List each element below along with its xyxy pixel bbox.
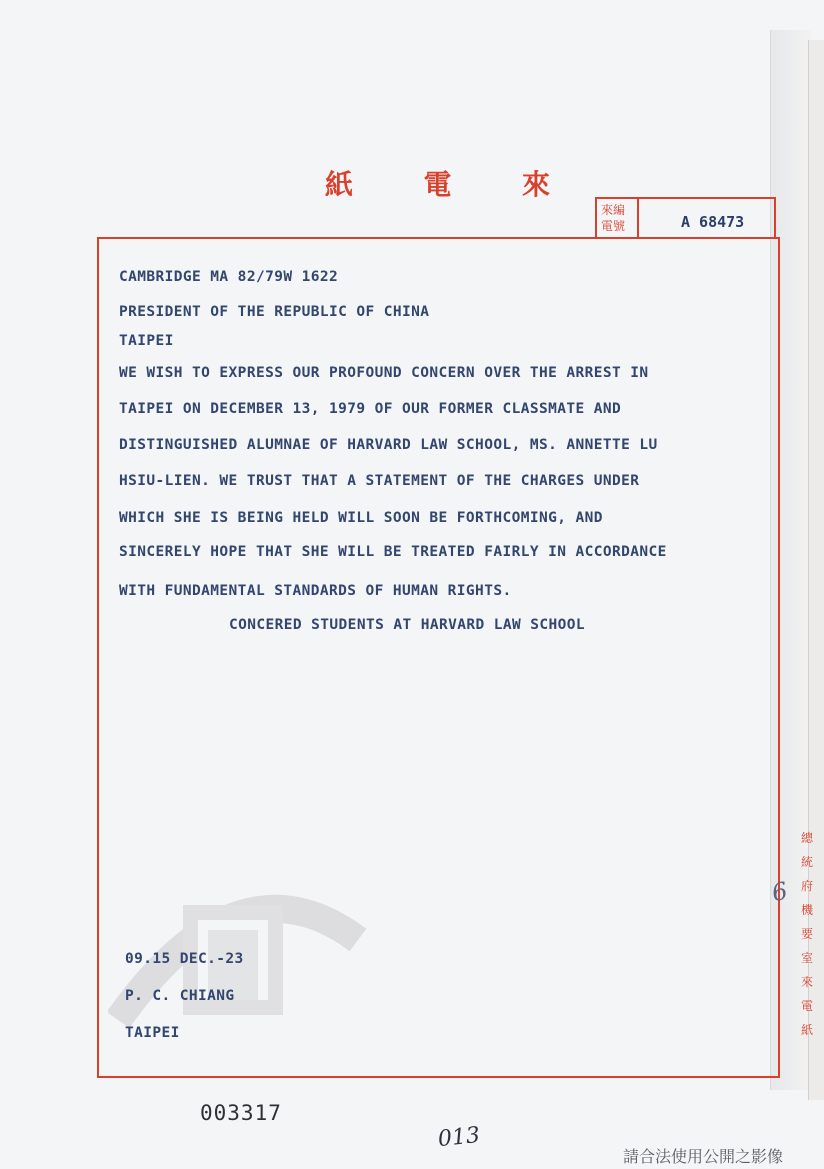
code-label-line-2: 電號 [601,219,626,233]
side-label-char-4: 機 [800,903,813,917]
side-label-char-9: 紙 [800,1023,813,1037]
form-title [325,163,550,203]
side-label-char-7: 來 [800,975,813,989]
code-number: A 68473 [681,213,745,231]
receipt-name: P. C. CHIANG [125,988,235,1004]
watermark-text: 請合法使用公開之影像 [623,1147,784,1166]
side-label-char-1: 總 [800,831,813,845]
archive-watermark-logo [108,870,368,1030]
side-label-char-8: 電 [800,999,813,1013]
side-label-char-2: 統 [800,855,813,869]
side-label [797,826,817,1042]
body-line-5: WHICH SHE IS BEING HELD WILL SOON BE FORTHCOMING, AND [119,510,603,526]
title-char-2: 電 [423,168,452,201]
signature-line: CONCERED STUDENTS AT HARVARD LAW SCHOOL [229,617,586,633]
stamp-number: 003317 [200,1101,282,1125]
code-label-line-1: 來編 [601,203,626,217]
title-char-1: 紙 [325,168,354,201]
side-label-char-6: 室 [800,951,813,965]
body-line-2: TAIPEI ON DECEMBER 13, 1979 OF OUR FORMER CLASSMATE AND [119,401,622,417]
side-pencil-mark: 6 [769,876,791,908]
body-line-4: HSIU-LIEN. WE TRUST THAT A STATEMENT OF THE CHARGES UNDER [119,473,640,489]
body-line-1: WE WISH TO EXPRESS OUR PROFOUND CONCERN OVER THE ARREST IN [119,365,649,381]
body-line-6: SINCERELY HOPE THAT SHE WILL BE TREATED FAIRLY IN ACCORDANCE [119,544,667,560]
code-label [597,199,639,237]
body-line-3: DISTINGUISHED ALUMNAE OF HARVARD LAW SCHOOL, MS. ANNETTE LU [119,437,658,453]
page-pencil-mark: 013 [436,1122,482,1153]
city-line: TAIPEI [119,333,174,349]
origin-line: CAMBRIDGE MA 82/79W 1622 [119,269,339,285]
receipt-time: 09.15 DEC.-23 [125,951,244,967]
title-char-3: 來 [521,168,550,201]
receipt-city: TAIPEI [125,1025,180,1041]
side-label-char-5: 要 [800,927,813,941]
side-label-char-3: 府 [800,879,813,893]
addressee-line: PRESIDENT OF THE REPUBLIC OF CHINA [119,304,430,320]
body-line-7: WITH FUNDAMENTAL STANDARDS OF HUMAN RIGHTS. [119,583,512,599]
code-box [595,197,776,237]
